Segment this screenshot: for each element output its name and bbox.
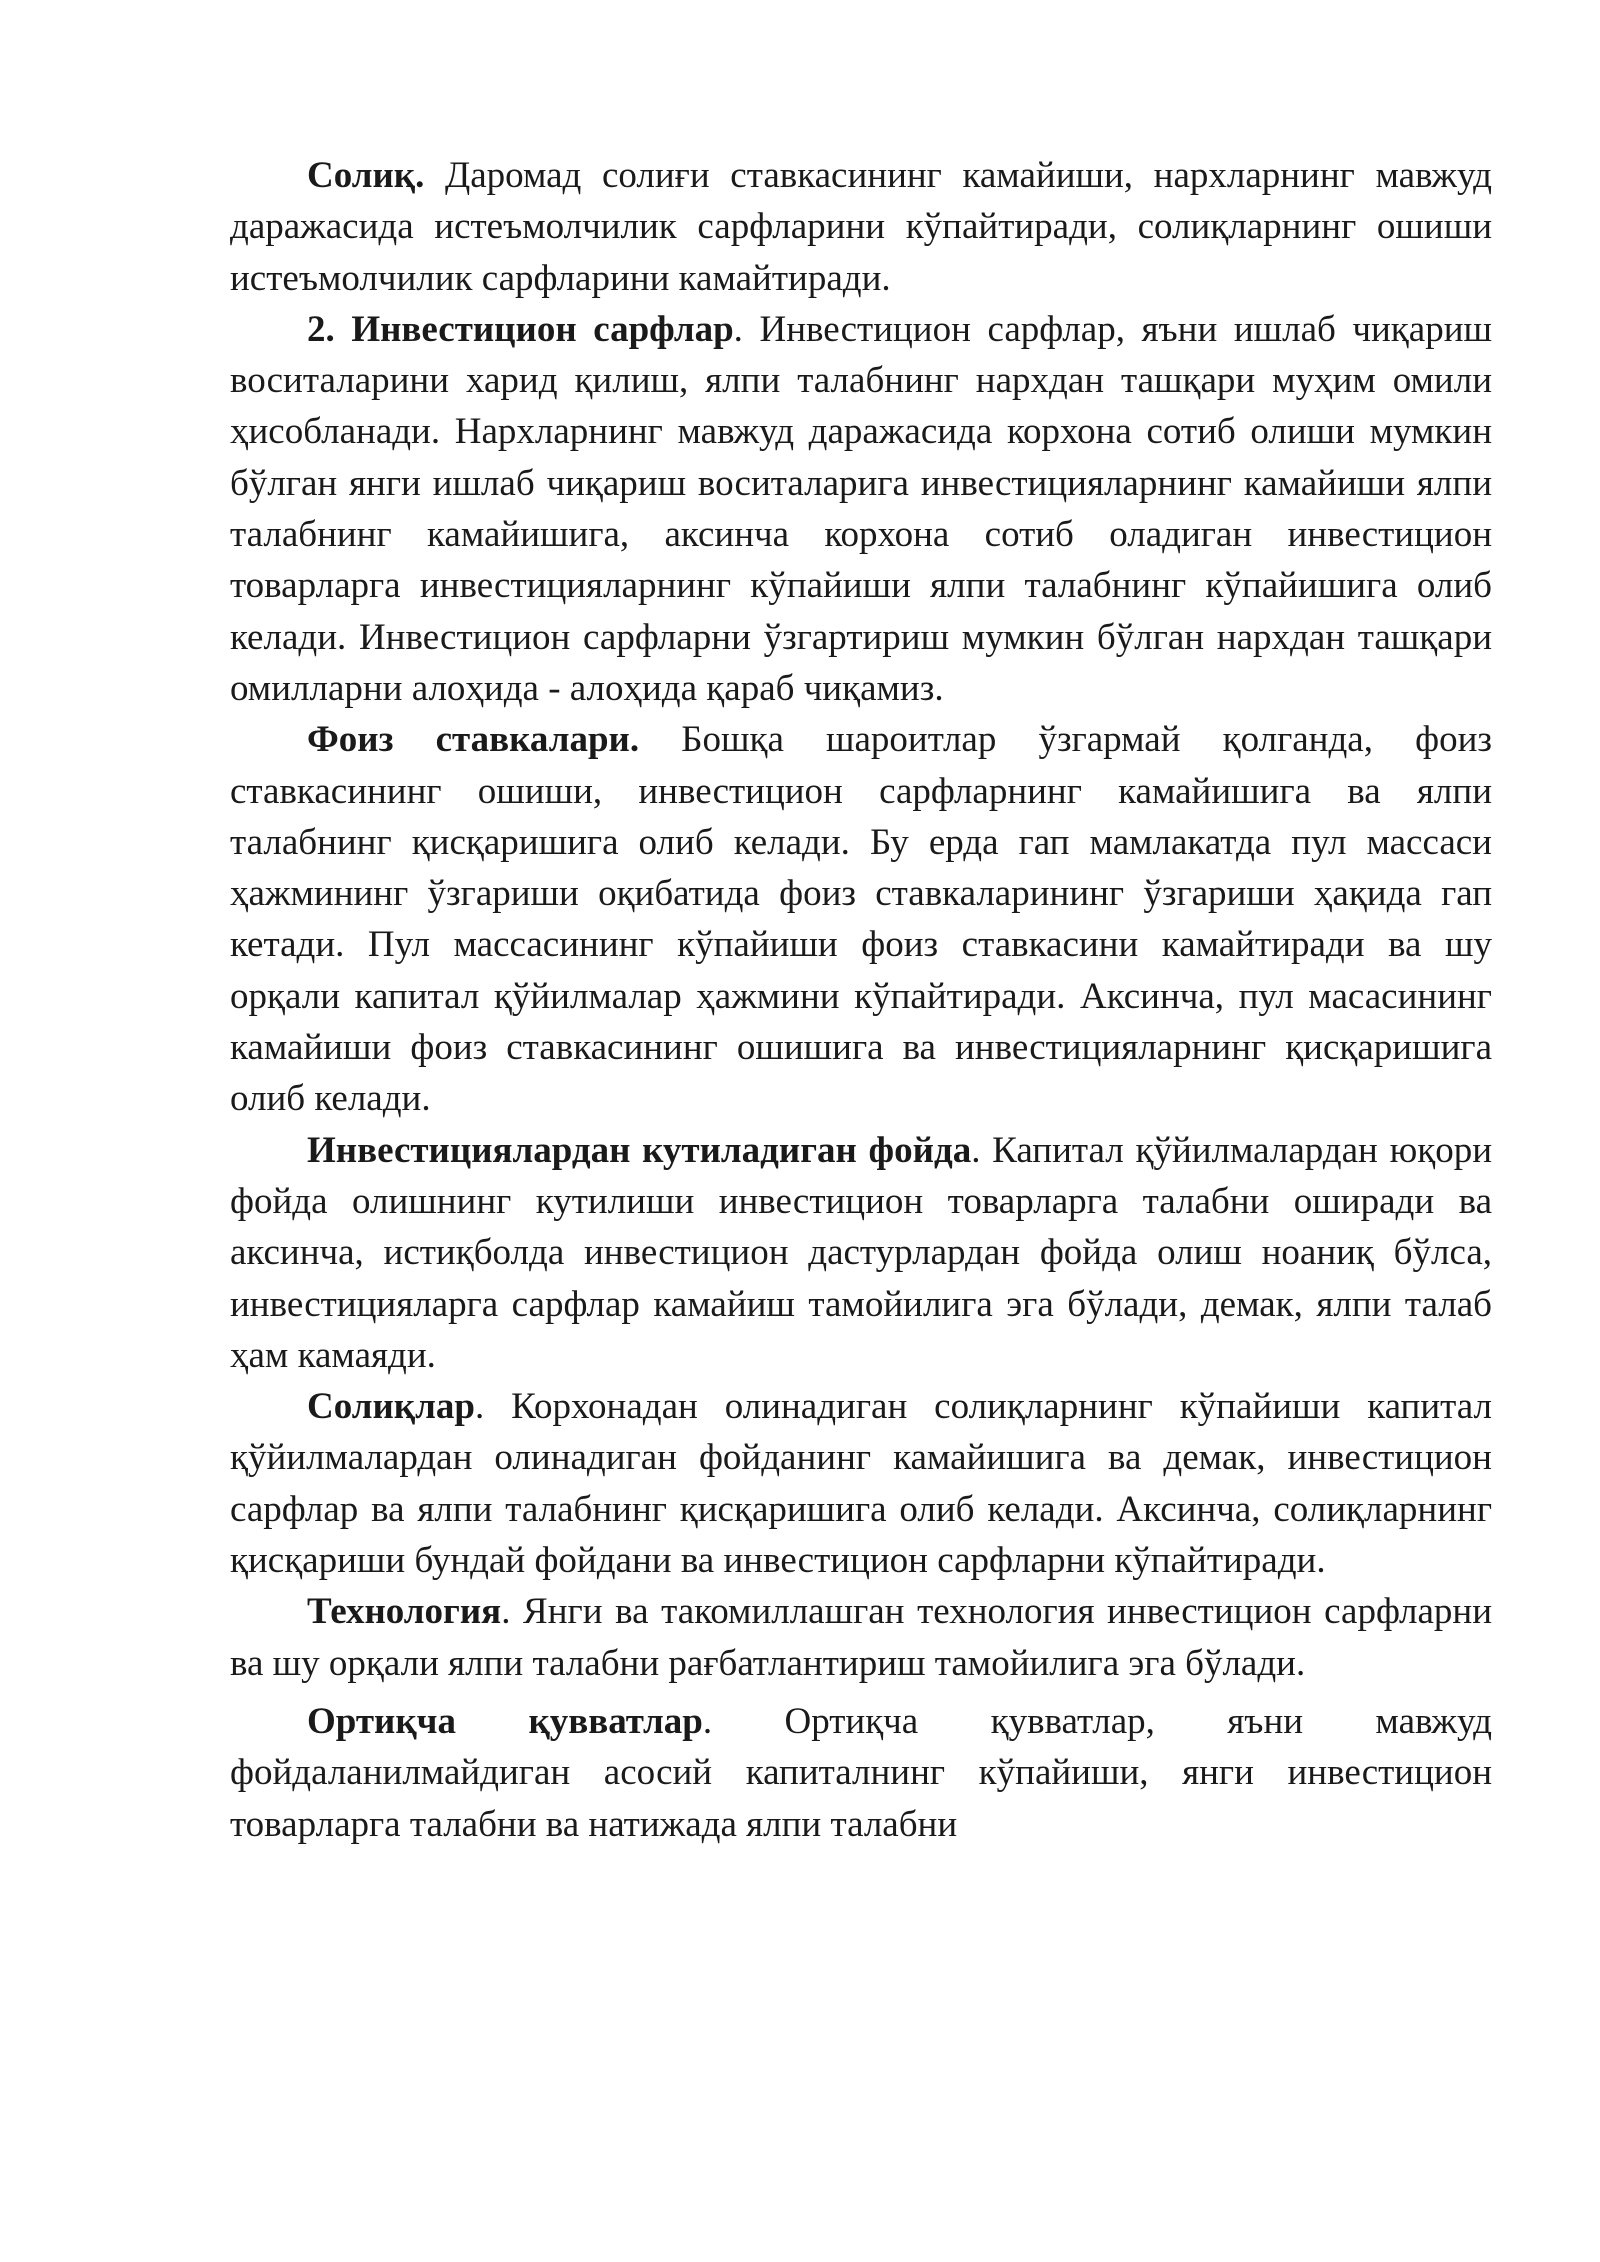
document-page [230,150,1492,1850]
paragraph-text: Даромад солиғи ставкасининг камайиши, нархларнинг мавжуд даражасида истеъмолчилик сарфларини кўпайтиради, солиқларнинг ошиши истеъмолчилик сарфларини камайтиради. [230,155,1492,299]
paragraph-technology [230,1586,1492,1689]
paragraph-heading: Ортиқча қувватлар [307,1700,703,1742]
paragraph-tax [230,150,1492,304]
paragraph-heading: Фоиз ставкалари. [307,719,640,761]
paragraph-text: . Капитал қўйилмалардан юқори фойда олишнинг кутилиши инвестицион товарларга талабни оширади ва аксинча, истиқболда инвестицион дастурлардан фойда олиш ноаниқ бўлса, инвестицияларга сарфлар камайиш тамойилига эга бўлади, демак, ялпи талаб ҳам камаяди. [230,1129,1493,1376]
paragraph-heading: Солиқ. [307,155,425,196]
paragraph-taxes [230,1381,1492,1586]
paragraph-heading: Технология [307,1591,502,1633]
paragraph-excess-capacity [230,1696,1492,1850]
paragraph-text: . Корхонадан олинадиган солиқларнинг кўпайиши капитал қўйилмалардан олинадиган фойданинг камайишига ва демак, инвестицион сарфлар ва ялпи талабнинг қисқаришига олиб келади. Аксинча, солиқларнинг қисқариши бундай фойдани ва инвестицион сарфларни кўпайтиради. [230,1386,1492,1582]
paragraph-text: . Инвестицион сарфлар, яъни ишлаб чиқариш воситаларини харид қилиш, ялпи талабнинг нархдан ташқари муҳим омили ҳисобланади. Нархларнинг мавжуд даражасида корхона сотиб олиши мумкин бўлган янги ишлаб чиқариш воситаларига инвестицияларнинг камайиши ялпи талабнинг камайишига, аксинча корхона сотиб оладиган инвестицион товарларга инвестицияларнинг кўпайиши ялпи талабнинг кўпайишига олиб келади. Инвестицион сарфларни ўзгартириш мумкин бўлган нархдан ташқари омилларни алоҳида - алоҳида қараб чиқамиз. [230,308,1492,709]
paragraph-heading: Инвестициялардан кутиладиган фойда [307,1129,972,1171]
paragraph-expected-profit [230,1125,1492,1381]
paragraph-interest-rates [230,714,1492,1124]
paragraph-heading: 2. Инвестицион сарфлар [307,308,734,350]
paragraph-investment-spending [230,304,1492,714]
paragraph-text: . Янги ва такомиллашган технология инвестицион сарфларни ва шу орқали ялпи талабни рағбатлантириш тамойилига эга бўлади. [230,1591,1492,1684]
paragraph-text: Бошқа шароитлар ўзгармай қолганда, фоиз ставкасининг ошиши, инвестицион сарфларнинг камайишига ва ялпи талабнинг қисқаришига олиб келади. Бу ерда гап мамлакатда пул массаси ҳажмининг ўзгариши оқибатида фоиз ставкаларининг ўзгариши ҳақида гап кетади. Пул массасининг кўпайиши фоиз ставкасини камайтиради ва шу орқали капитал қўйилмалар ҳажмини кўпайтиради. Аксинча, пул масасининг камайиши фоиз ставкасининг ошишига ва инвестицияларнинг қисқаришига олиб келади. [230,719,1492,1120]
paragraph-text: . Ортиқча қувватлар, яъни мавжуд фойдаланилмайдиган асосий капиталнинг кўпайиши, янги инвестицион товарларга талабни ва натижада ялпи талабни [230,1700,1492,1845]
paragraph-heading: Солиқлар [307,1386,475,1428]
